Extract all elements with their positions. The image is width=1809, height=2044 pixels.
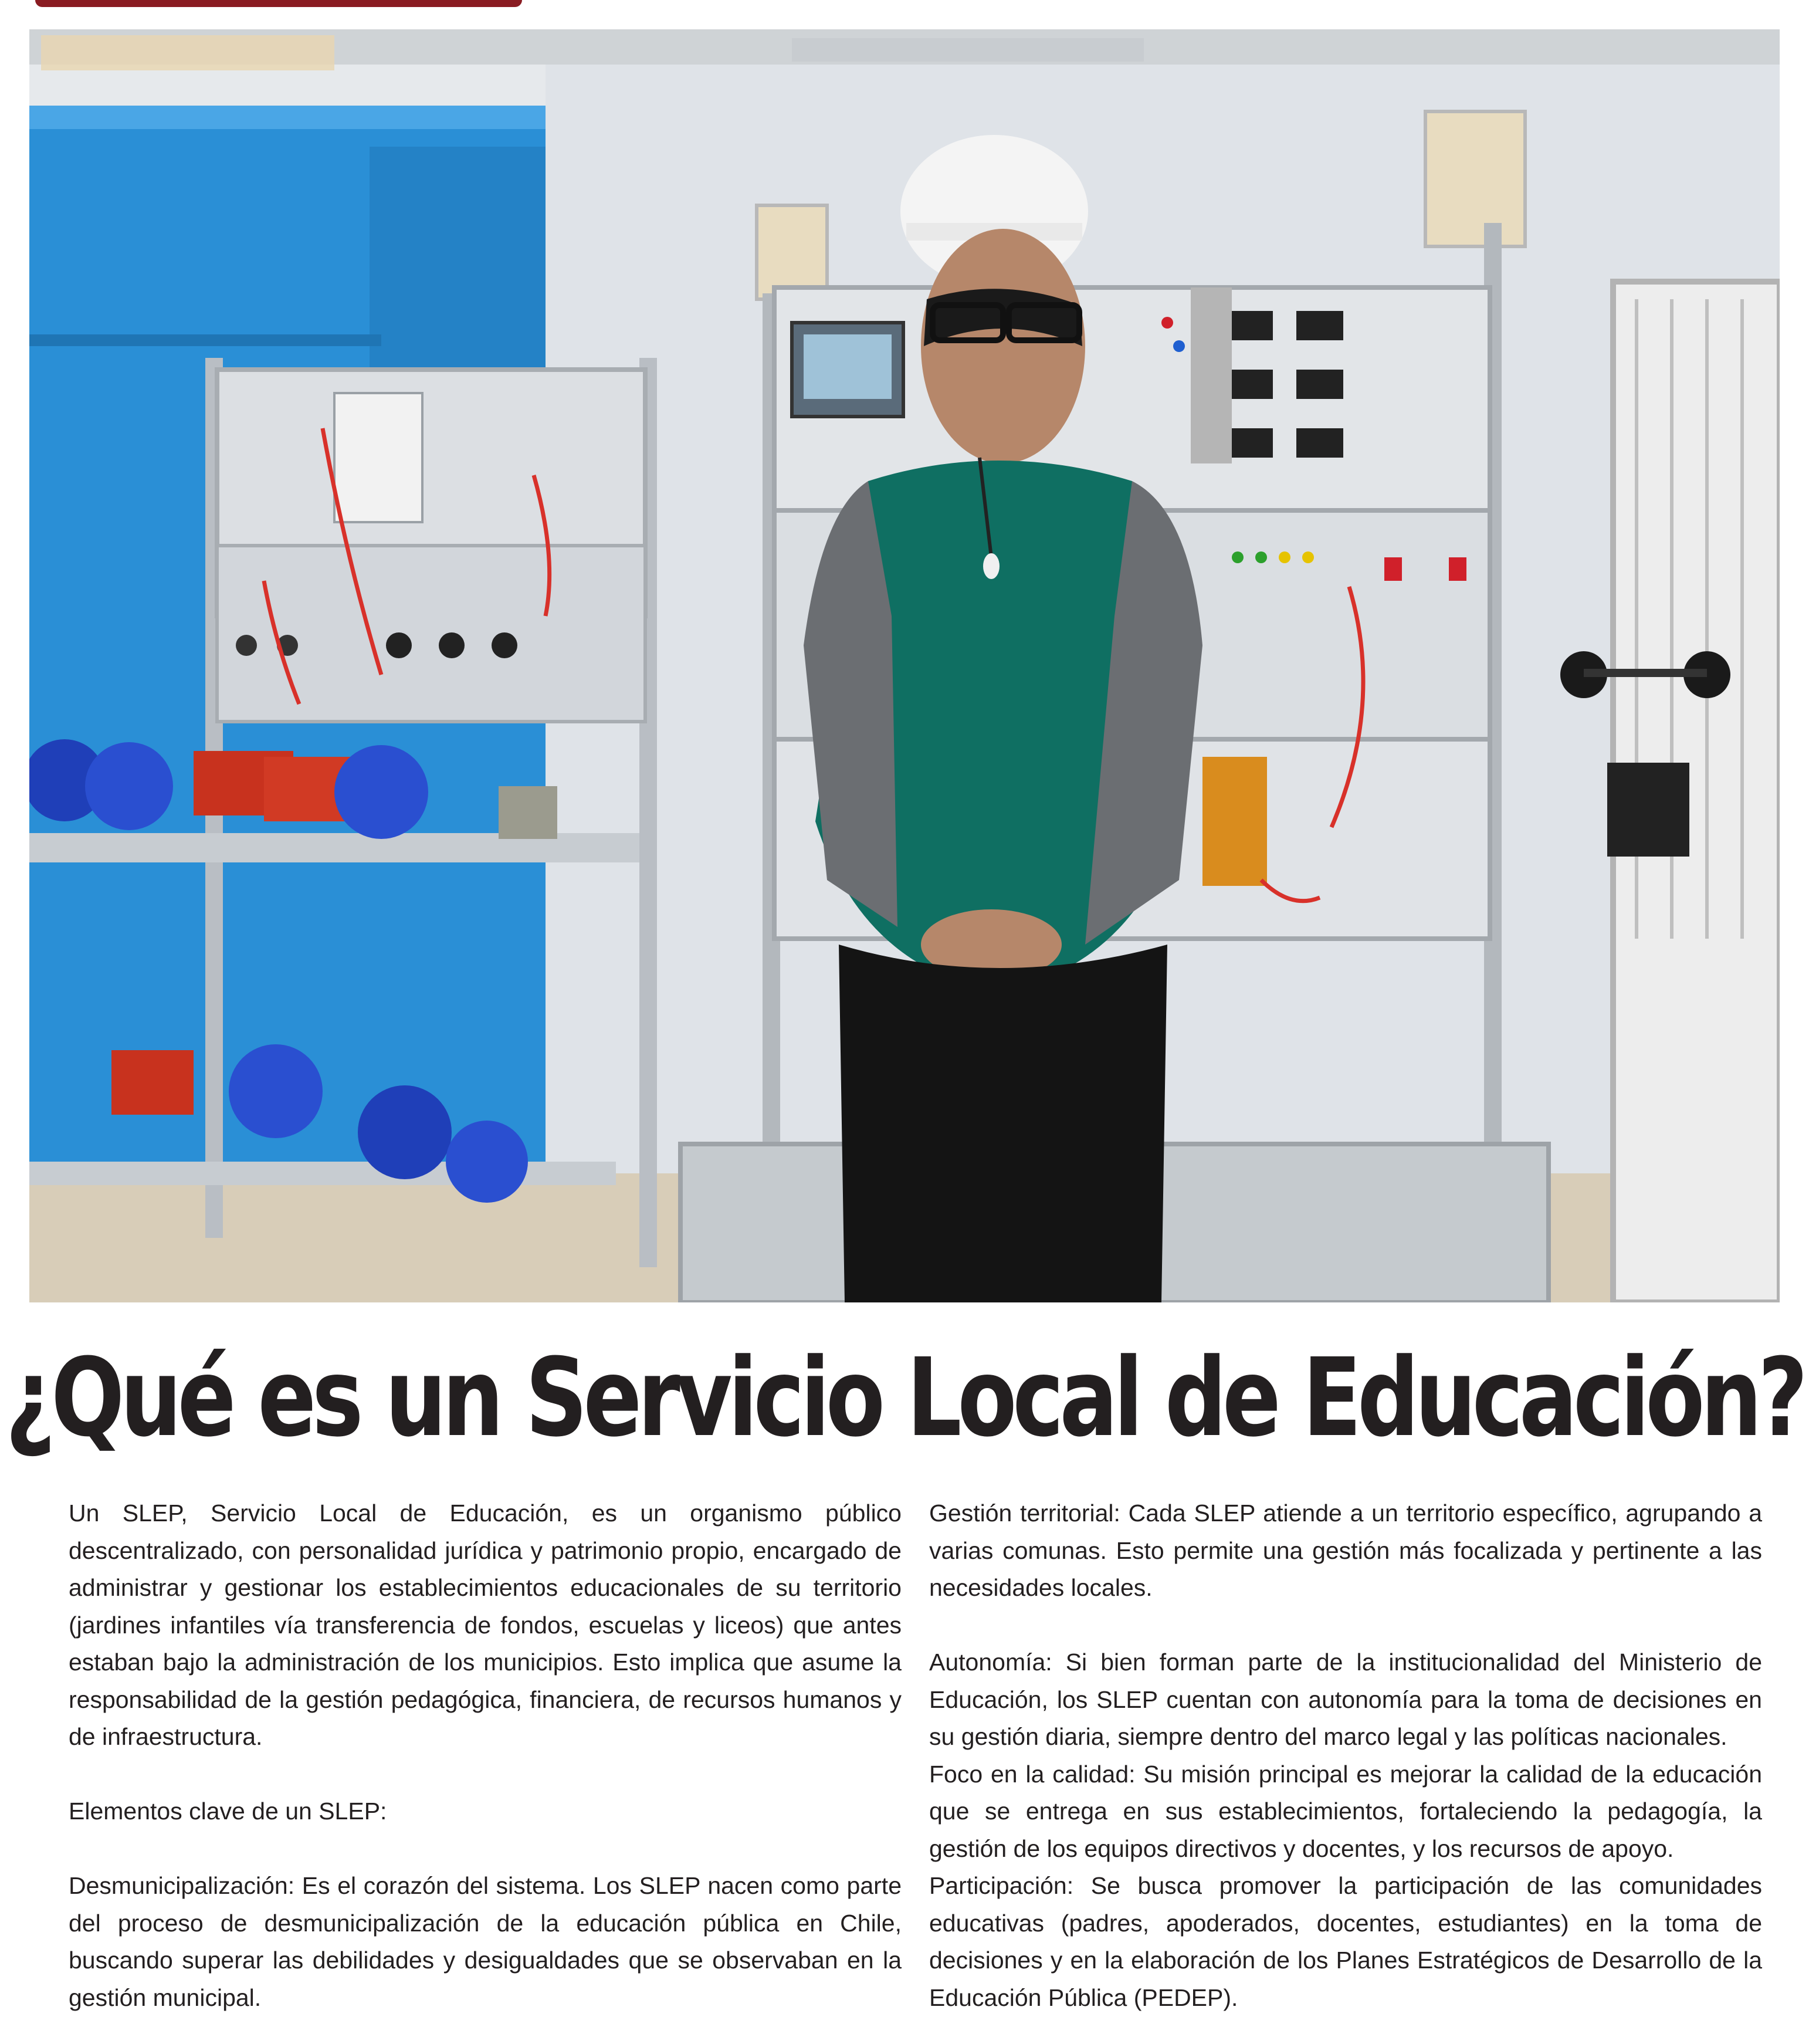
key-elements-heading: Elementos clave de un SLEP: — [69, 1798, 387, 1825]
right-column — [929, 1495, 1762, 2016]
foco-calidad-paragraph: Foco en la calidad: Su misión principal es mejorar la calidad de la educación que se entrega en sus establecimientos, fortaleciendo la pedagogía, la gestión de los equipos directivos y docentes, y los recursos de apoyo. — [929, 1760, 1762, 1862]
gestion-territorial-paragraph: Gestión territorial: Cada SLEP atiende a un territorio específico, agrupando a varias comunas. Esto permite una gestión más focalizada y pertinente a las necesidades locales. — [929, 1500, 1762, 1601]
article-title: ¿Qué es un Servicio Local de Educación? — [5, 1335, 1804, 1461]
intro-paragraph: Un SLEP, Servicio Local de Educación, es un organismo público descentralizado, con personalidad jurídica y patrimonio propio, encargado de administrar y gestionar los establecimientos educacionales de su territorio (jardines infantiles vía transferencia de fondos, escuelas y liceos) que antes estaban bajo la administración de los municipios. Esto implica que asume la responsabilidad de la gestión pedagógica, financiera, de recursos humanos y de infraestructura. — [69, 1500, 902, 1750]
left-column — [69, 1495, 902, 2016]
top-accent-bar — [35, 0, 522, 7]
participacion-paragraph: Participación: Se busca promover la participación de las comunidades educativas (padres, apoderados, docentes, estudiantes) en la toma de decisiones y en la elaboración de los Planes Estratégicos de Desarrollo de la Educación Pública (PEDEP). — [929, 1872, 1762, 2011]
desmunicipalizacion-paragraph: Desmunicipalización: Es el corazón del sistema. Los SLEP nacen como parte del proceso de desmunicipalización de la educación pública en Chile, buscando superar las debilidades y desigualdades que se observaban en la gestión municipal. — [69, 1872, 902, 2011]
article-photo — [29, 29, 1780, 1302]
autonomia-paragraph: Autonomía: Si bien forman parte de la institucionalidad del Ministerio de Educación, los SLEP cuentan con autonomía para la toma de decisiones en su gestión diaria, siempre dentro del marco legal y las políticas nacionales. — [929, 1649, 1762, 1750]
